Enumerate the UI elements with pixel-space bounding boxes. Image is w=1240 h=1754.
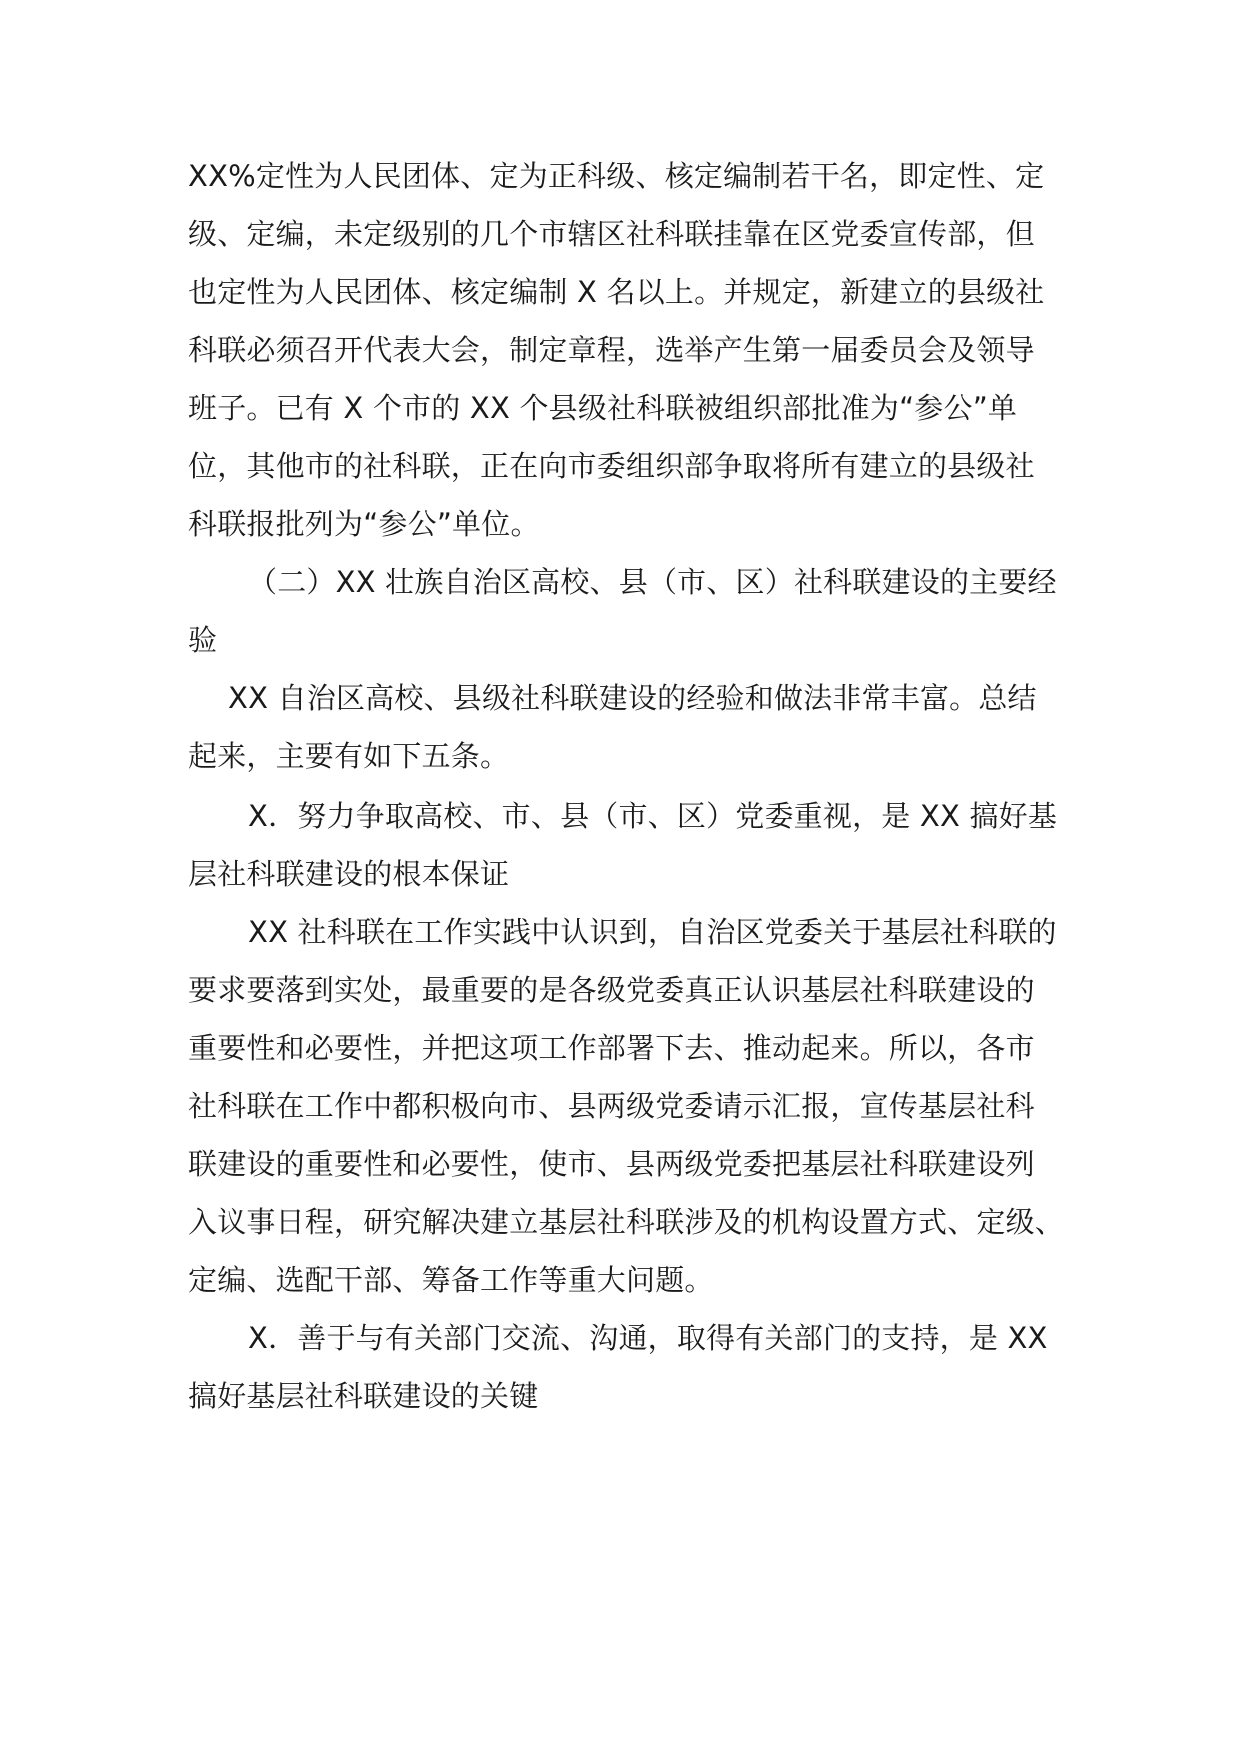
text-line: XX 自治区高校、县级社科联建设的经验和做法非常丰富。总结 <box>228 681 1037 715</box>
subheading: X．努力争取高校、市、县（市、区）党委重视，是 XX 搞好基 <box>248 799 1058 833</box>
text-line: 也定性为人民团体、核定编制 X 名以上。并规定，新建立的县级社 <box>188 275 1045 309</box>
section-heading: （二）XX 壮族自治区高校、县（市、区）社科联建设的主要经 <box>248 565 1057 599</box>
text-line: 班子。已有 X 个市的 XX 个县级社科联被组织部批准为“参公”单 <box>188 391 1018 425</box>
section-heading-continuation: 验 <box>188 623 218 657</box>
subheading: X．善于与有关部门交流、沟通，取得有关部门的支持，是 XX <box>248 1321 1048 1355</box>
text-line: 联建设的重要性和必要性，使市、县两级党委把基层社科联建设列 <box>188 1147 1035 1181</box>
text-line: XX%定性为人民团体、定为正科级、核定编制若干名，即定性、定 <box>188 159 1045 193</box>
text-line: 科联报批列为“参公”单位。 <box>188 507 540 541</box>
text-line: 科联必须召开代表大会，制定章程，选举产生第一届委员会及领导 <box>188 333 1035 367</box>
text-line: 起来，主要有如下五条。 <box>188 739 510 773</box>
text-line: 位，其他市的社科联，正在向市委组织部争取将所有建立的县级社 <box>188 449 1035 483</box>
text-line: 重要性和必要性，并把这项工作部署下去、推动起来。所以，各市 <box>188 1031 1035 1065</box>
text-line: XX 社科联在工作实践中认识到，自治区党委关于基层社科联的 <box>248 915 1057 949</box>
subheading-continuation: 搞好基层社科联建设的关键 <box>188 1379 539 1413</box>
text-line: 社科联在工作中都积极向市、县两级党委请示汇报，宣传基层社科 <box>188 1089 1035 1123</box>
text-line: 级、定编，未定级别的几个市辖区社科联挂靠在区党委宣传部，但 <box>188 217 1035 251</box>
text-line: 入议事日程，研究解决建立基层社科联涉及的机构设置方式、定级、 <box>188 1205 1065 1239</box>
text-line: 要求要落到实处，最重要的是各级党委真正认识基层社科联建设的 <box>188 973 1035 1007</box>
text-line: 定编、选配干部、筹备工作等重大问题。 <box>188 1263 714 1297</box>
subheading-continuation: 层社科联建设的根本保证 <box>188 857 510 891</box>
